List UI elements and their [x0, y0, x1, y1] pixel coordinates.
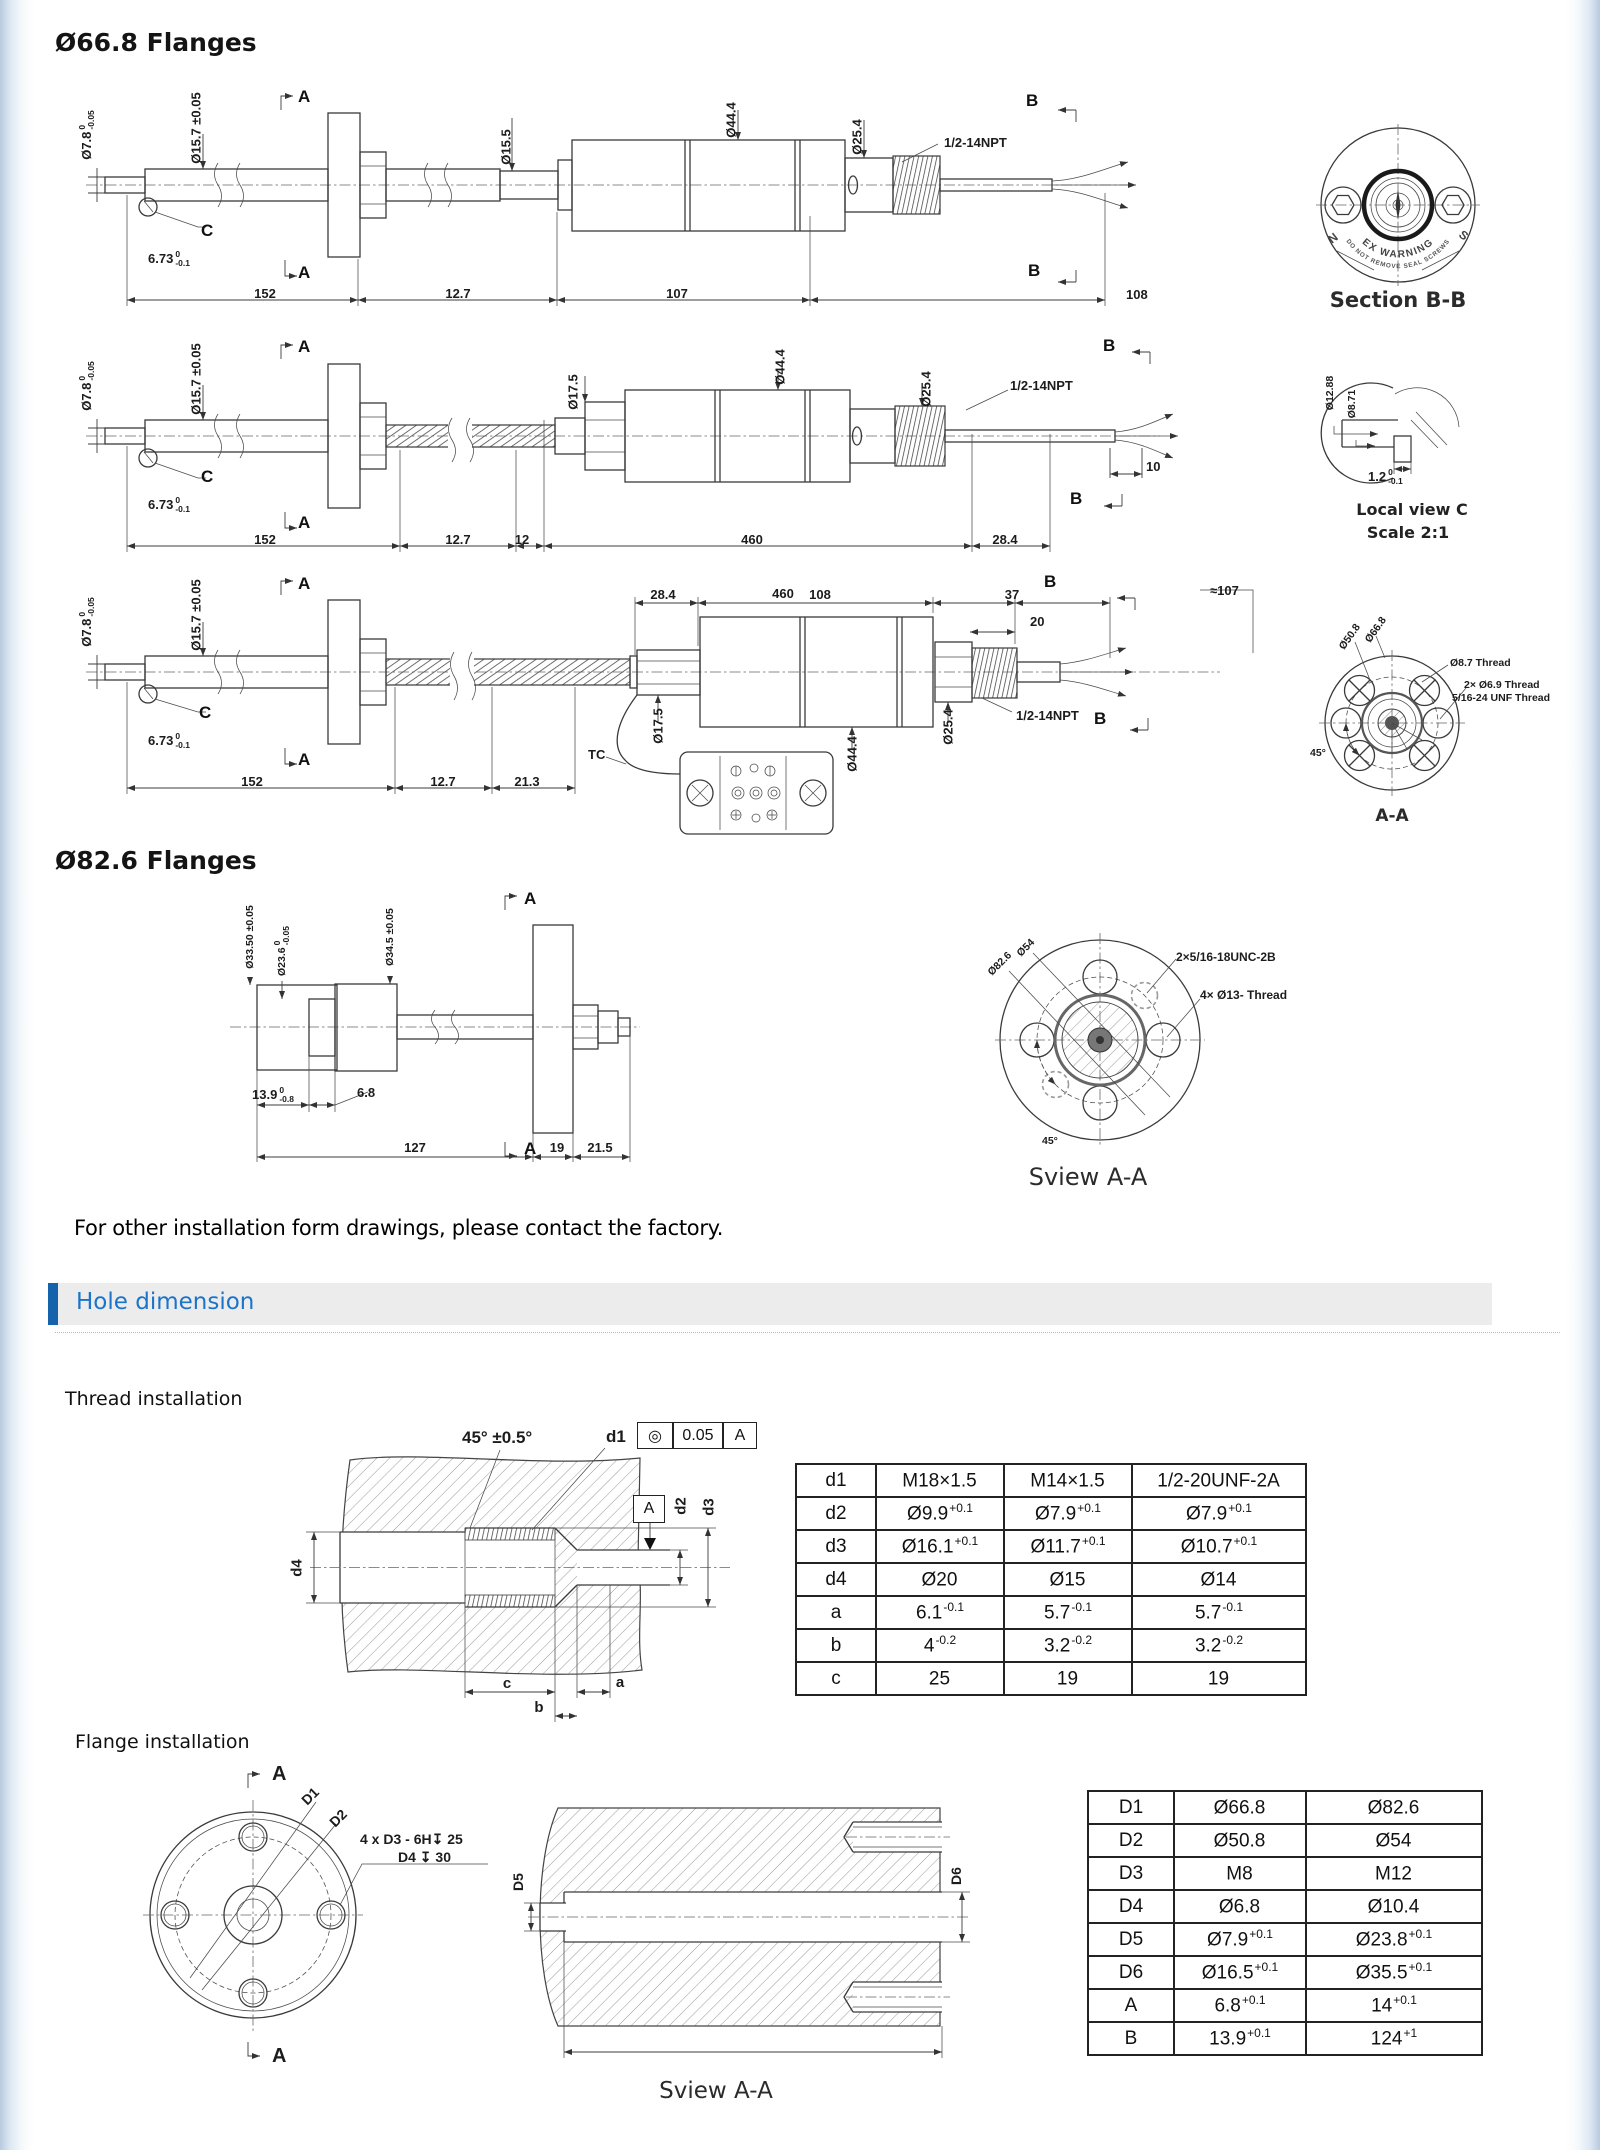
row-label: d4	[796, 1563, 876, 1596]
dim-12-r2: 12	[514, 532, 530, 547]
dim-dia-body-r1: Ø44.4	[723, 102, 739, 138]
label-d1-flange: D1	[298, 1784, 322, 1808]
cell: M18×1.5	[876, 1464, 1004, 1497]
label-d2: d2	[672, 1497, 690, 1515]
cell: $Ø10.7^{+0.1}$	[1132, 1530, 1306, 1563]
cell: 1/2-20UNF-2A	[1132, 1464, 1306, 1497]
dim-460-r3: 460	[772, 586, 794, 601]
flange-installation-section	[500, 1800, 980, 2070]
table-row	[1088, 2022, 1482, 2055]
dim-139: 13.9 0 -0.8	[252, 1085, 294, 1104]
section-b-bottom-r1: B	[1028, 261, 1041, 280]
cell: M8	[1174, 1857, 1306, 1890]
dim-127-r1: 12.7	[445, 286, 471, 301]
dim-460-r2: 460	[741, 532, 763, 547]
label-d5: D5	[510, 1873, 526, 1891]
caption-scale: Scale 2:1	[1366, 523, 1450, 542]
cell: $3.2^{-0.2}$	[1004, 1629, 1132, 1662]
section-bb-view	[1312, 120, 1484, 300]
cell: $13.9^{+0.1}$	[1174, 2022, 1306, 2055]
cell: Ø66.8	[1174, 1791, 1306, 1824]
dim-dia-871: Ø8.71	[1345, 389, 1358, 419]
bb-n-mark: N	[1325, 229, 1341, 247]
section-a-top-flange: A	[272, 1763, 287, 1785]
dim-dia-17-r3: Ø17.5	[650, 708, 666, 744]
cell: $Ø7.9^{+0.1}$	[1132, 1497, 1306, 1530]
cell: $5.7^{-0.1}$	[1132, 1596, 1306, 1629]
row-label: D5	[1088, 1923, 1174, 1956]
caption-aa: A-A	[1375, 806, 1409, 826]
detail-c-r1: C	[201, 221, 214, 240]
section-a-bottom-r1: A	[298, 263, 311, 282]
hole-dimension-accent	[48, 1283, 58, 1325]
dim-dia-rod-r1: Ø15.7 ±0.05	[188, 92, 204, 164]
cell: Ø10.4	[1306, 1890, 1482, 1923]
dim-284-r3: 28.4	[650, 587, 676, 602]
cell: 25	[876, 1662, 1004, 1695]
fcf-datum-ref: A	[723, 1422, 757, 1449]
thread-dimension-table	[795, 1463, 1307, 1696]
cell: $5.7^{-0.1}$	[1004, 1596, 1132, 1629]
dim-dia-body-r2: Ø44.4	[772, 349, 788, 385]
cell: Ø50.8	[1174, 1824, 1306, 1857]
cell: $Ø35.5^{+0.1}$	[1306, 1956, 1482, 1989]
table-row	[796, 1497, 1306, 1530]
probe-drawing-2	[60, 330, 1200, 580]
bb-s-mark: S	[1456, 227, 1472, 244]
dim-dia-step-r3: Ø25.4	[940, 709, 956, 745]
flange-hole-note-2: D4 ↧ 30	[398, 1849, 451, 1865]
dim-dia-rod-r3: Ø15.7 ±0.05	[188, 579, 204, 651]
dim-215-82: 21.5	[587, 1140, 613, 1155]
aa-thread-note-3: 5/16-24 UNF Thread	[1452, 692, 1551, 704]
dim-angle-45: 45° ±0.5°	[462, 1428, 533, 1447]
flange-installation-label: Flange installation	[75, 1731, 250, 1753]
local-view-c	[1320, 350, 1530, 510]
row-label: c	[796, 1662, 876, 1695]
flange-installation-front	[140, 1760, 515, 2070]
fcf-symbol: ◎	[637, 1422, 673, 1449]
divider-dotted	[55, 1332, 1560, 1333]
dim-tip-len-r3: 6.73 0 -0.1	[148, 731, 190, 750]
table-row	[796, 1563, 1306, 1596]
thread-installation-label: Thread installation	[65, 1388, 243, 1410]
cell: M14×1.5	[1004, 1464, 1132, 1497]
table-row	[796, 1662, 1306, 1695]
label-d3: d3	[700, 1498, 718, 1516]
section-a-top-r1: A	[298, 87, 311, 106]
dim-dia-54: Ø54	[1014, 936, 1038, 960]
cell: $Ø16.5^{+0.1}$	[1174, 1956, 1306, 1989]
dim-dia-body-r3: Ø44.4	[844, 736, 860, 772]
table-row	[1088, 1890, 1482, 1923]
section-b-top-r1: B	[1026, 91, 1039, 110]
cell: Ø14	[1132, 1563, 1306, 1596]
label-d1: d1	[606, 1427, 626, 1446]
row-label: B	[1088, 2022, 1174, 2055]
cell: M12	[1306, 1857, 1482, 1890]
dim-152-r2: 152	[254, 532, 276, 547]
dim-107-r3: ≈107	[1210, 583, 1239, 598]
row-label: D2	[1088, 1824, 1174, 1857]
aa-thread-note-2: 2× Ø6.9 Thread	[1464, 679, 1540, 691]
detail-c-r3: C	[199, 703, 212, 722]
section-b-bottom-r2: B	[1070, 489, 1083, 508]
section-title-66-8: Ø66.8 Flanges	[55, 28, 257, 57]
dim-127-82: 127	[404, 1140, 426, 1155]
cell: $6.8^{+0.1}$	[1174, 1989, 1306, 2022]
row-label: A	[1088, 1989, 1174, 2022]
table-row	[796, 1530, 1306, 1563]
cell: $Ø23.8^{+0.1}$	[1306, 1923, 1482, 1956]
cell: 19	[1004, 1662, 1132, 1695]
section-a-top-r2: A	[298, 337, 311, 356]
dim-284-r2: 28.4	[992, 532, 1018, 547]
dim-dia-tip-r2: Ø7.8 0 -0.05	[77, 361, 96, 411]
cell: Ø82.6	[1306, 1791, 1482, 1824]
label-d6: D6	[948, 1867, 964, 1885]
dim-20-r3: 20	[1030, 614, 1045, 629]
feature-control-frame	[637, 1422, 757, 1449]
aa-thread-note-1: Ø8.7 Thread	[1450, 657, 1511, 669]
warning-arc-text-2: DO NOT REMOVE SEAL SCREWS	[1344, 237, 1452, 271]
cell: Ø15	[1004, 1563, 1132, 1596]
dim-10-r2: 10	[1146, 459, 1161, 474]
dim-dia-508-aa: Ø50.8	[1336, 621, 1363, 653]
cell: $Ø16.1^{+0.1}$	[876, 1530, 1004, 1563]
dim-213-r3: 21.3	[514, 774, 540, 789]
cell: $124^{+1}$	[1306, 2022, 1482, 2055]
cell: Ø54	[1306, 1824, 1482, 1857]
label-c: c	[502, 1675, 512, 1692]
caption-section-bb: Section B-B	[1329, 288, 1467, 312]
dim-127-r2: 12.7	[445, 532, 471, 547]
cell: $14^{+0.1}$	[1306, 1989, 1482, 2022]
dim-dia-1288: Ø12.88	[1323, 375, 1336, 411]
row-label: a	[796, 1596, 876, 1629]
row-label: D3	[1088, 1857, 1174, 1890]
table-row	[1088, 1956, 1482, 1989]
row-label: D6	[1088, 1956, 1174, 1989]
table-row	[796, 1464, 1306, 1497]
view-aa	[1310, 580, 1560, 830]
dim-dia-tip-r3: Ø7.8 0 -0.05	[77, 597, 96, 647]
label-d2-flange: D2	[326, 1806, 350, 1830]
row-label: d1	[796, 1464, 876, 1497]
label-a: a	[615, 1674, 625, 1691]
dim-dia-rod-r2: Ø15.7 ±0.05	[188, 343, 204, 415]
table-row	[796, 1596, 1306, 1629]
section-a-bottom-r3: A	[298, 750, 311, 769]
dim-107-r1: 107	[666, 286, 688, 301]
dim-108-r3: 108	[809, 587, 831, 602]
cell: $3.2^{-0.2}$	[1132, 1629, 1306, 1662]
tc-label: TC	[588, 747, 606, 762]
dim-dia-17-r2: Ø17.5	[565, 374, 581, 410]
dim-19-82: 19	[549, 1140, 565, 1155]
dim-dia-tip-r1: Ø7.8 0 -0.05	[77, 110, 96, 160]
cell: $6.1^{-0.1}$	[876, 1596, 1004, 1629]
section-b-top-r2: B	[1103, 336, 1116, 355]
row-label: D4	[1088, 1890, 1174, 1923]
npt-label-r2: 1/2-14NPT	[1010, 378, 1073, 393]
cell: Ø6.8	[1174, 1890, 1306, 1923]
warning-arc-text: EX WARNING	[1359, 236, 1437, 261]
section-a-bottom-r2: A	[298, 513, 311, 532]
sview82-note-1: 2×5/16-18UNC-2B	[1176, 950, 1276, 964]
section-title-82-6: Ø82.6 Flanges	[55, 846, 257, 875]
dim-dia-345: Ø34.5 ±0.05	[383, 908, 396, 966]
table-row	[1088, 1824, 1482, 1857]
factory-note: For other installation form drawings, please contact the factory.	[74, 1216, 724, 1240]
dim-dia-668-aa: Ø66.8	[1362, 614, 1389, 646]
dim-dia-155: Ø15.5	[498, 129, 514, 165]
dim-45-82: 45°	[1042, 1135, 1058, 1147]
dim-152-r3: 152	[241, 774, 263, 789]
table-row	[1088, 1923, 1482, 1956]
fcf-tolerance: 0.05	[673, 1422, 723, 1449]
row-label: d3	[796, 1530, 876, 1563]
hole-dimension-title: Hole dimension	[76, 1289, 255, 1315]
thread-installation-drawing	[300, 1420, 780, 1730]
section-a-bottom-flange: A	[272, 2045, 287, 2067]
caption-sview-82: Sview A-A	[1028, 1163, 1148, 1191]
cell: 19	[1132, 1662, 1306, 1695]
section-a-top-82: A	[524, 889, 537, 908]
dim-127-r3: 12.7	[430, 774, 456, 789]
dim-68: 6.8	[357, 1085, 376, 1100]
datum-a-box: A	[633, 1495, 665, 1523]
probe-drawing-1	[60, 60, 1180, 310]
hole-dimension-bar	[48, 1283, 1492, 1325]
flange-hole-note-1: 4 x D3 - 6H↧ 25	[360, 1831, 463, 1847]
row-label: D1	[1088, 1791, 1174, 1824]
npt-label-r3: 1/2-14NPT	[1016, 708, 1079, 723]
cell: $Ø7.9^{+0.1}$	[1004, 1497, 1132, 1530]
dim-tip-len-r1: 6.73 0 -0.1	[148, 249, 190, 268]
label-b: b	[534, 1699, 544, 1716]
section-b-top-r3: B	[1044, 572, 1057, 591]
dim-45-aa: 45°	[1310, 747, 1326, 759]
dim-dia-236: Ø23.6 0 -0.05	[272, 926, 291, 976]
dim-37-r3: 37	[1004, 587, 1020, 602]
row-label: b	[796, 1629, 876, 1662]
detail-c-r2: C	[201, 467, 214, 486]
table-row	[796, 1629, 1306, 1662]
dim-dia-3350: Ø33.50 ±0.05	[243, 905, 256, 969]
caption-sview-bottom: Sview A-A	[659, 2078, 773, 2104]
cell: $Ø11.7^{+0.1}$	[1004, 1530, 1132, 1563]
label-d4: d4	[288, 1559, 306, 1577]
row-label: d2	[796, 1497, 876, 1530]
npt-label-r1: 1/2-14NPT	[944, 135, 1007, 150]
cell: Ø20	[876, 1563, 1004, 1596]
section-a-bottom-82: A	[524, 1139, 537, 1158]
dim-tip-len-r2: 6.73 0 -0.1	[148, 495, 190, 514]
caption-local-view-c: Local view C	[1356, 500, 1468, 519]
cell: $Ø9.9^{+0.1}$	[876, 1497, 1004, 1530]
dim-152-r1: 152	[254, 286, 276, 301]
table-row	[1088, 1791, 1482, 1824]
dim-dia-step-r2: Ø25.4	[918, 371, 934, 407]
sview82-note-2: 4× Ø13- Thread	[1200, 988, 1288, 1002]
section-b-bottom-r3: B	[1094, 709, 1107, 728]
section-a-top-r3: A	[298, 574, 311, 593]
dim-12-local-c: 1.2 0 -0.1	[1368, 467, 1403, 486]
table-row	[1088, 1989, 1482, 2022]
dim-108-r1: 108	[1126, 287, 1148, 302]
dim-dia-826: Ø82.6	[985, 949, 1015, 979]
dim-dia-step-r1: Ø25.4	[849, 119, 865, 155]
table-row	[1088, 1857, 1482, 1890]
cell: $4^{-0.2}$	[876, 1629, 1004, 1662]
cell: $Ø7.9^{+0.1}$	[1174, 1923, 1306, 1956]
flange-dimension-table	[1087, 1790, 1483, 2056]
